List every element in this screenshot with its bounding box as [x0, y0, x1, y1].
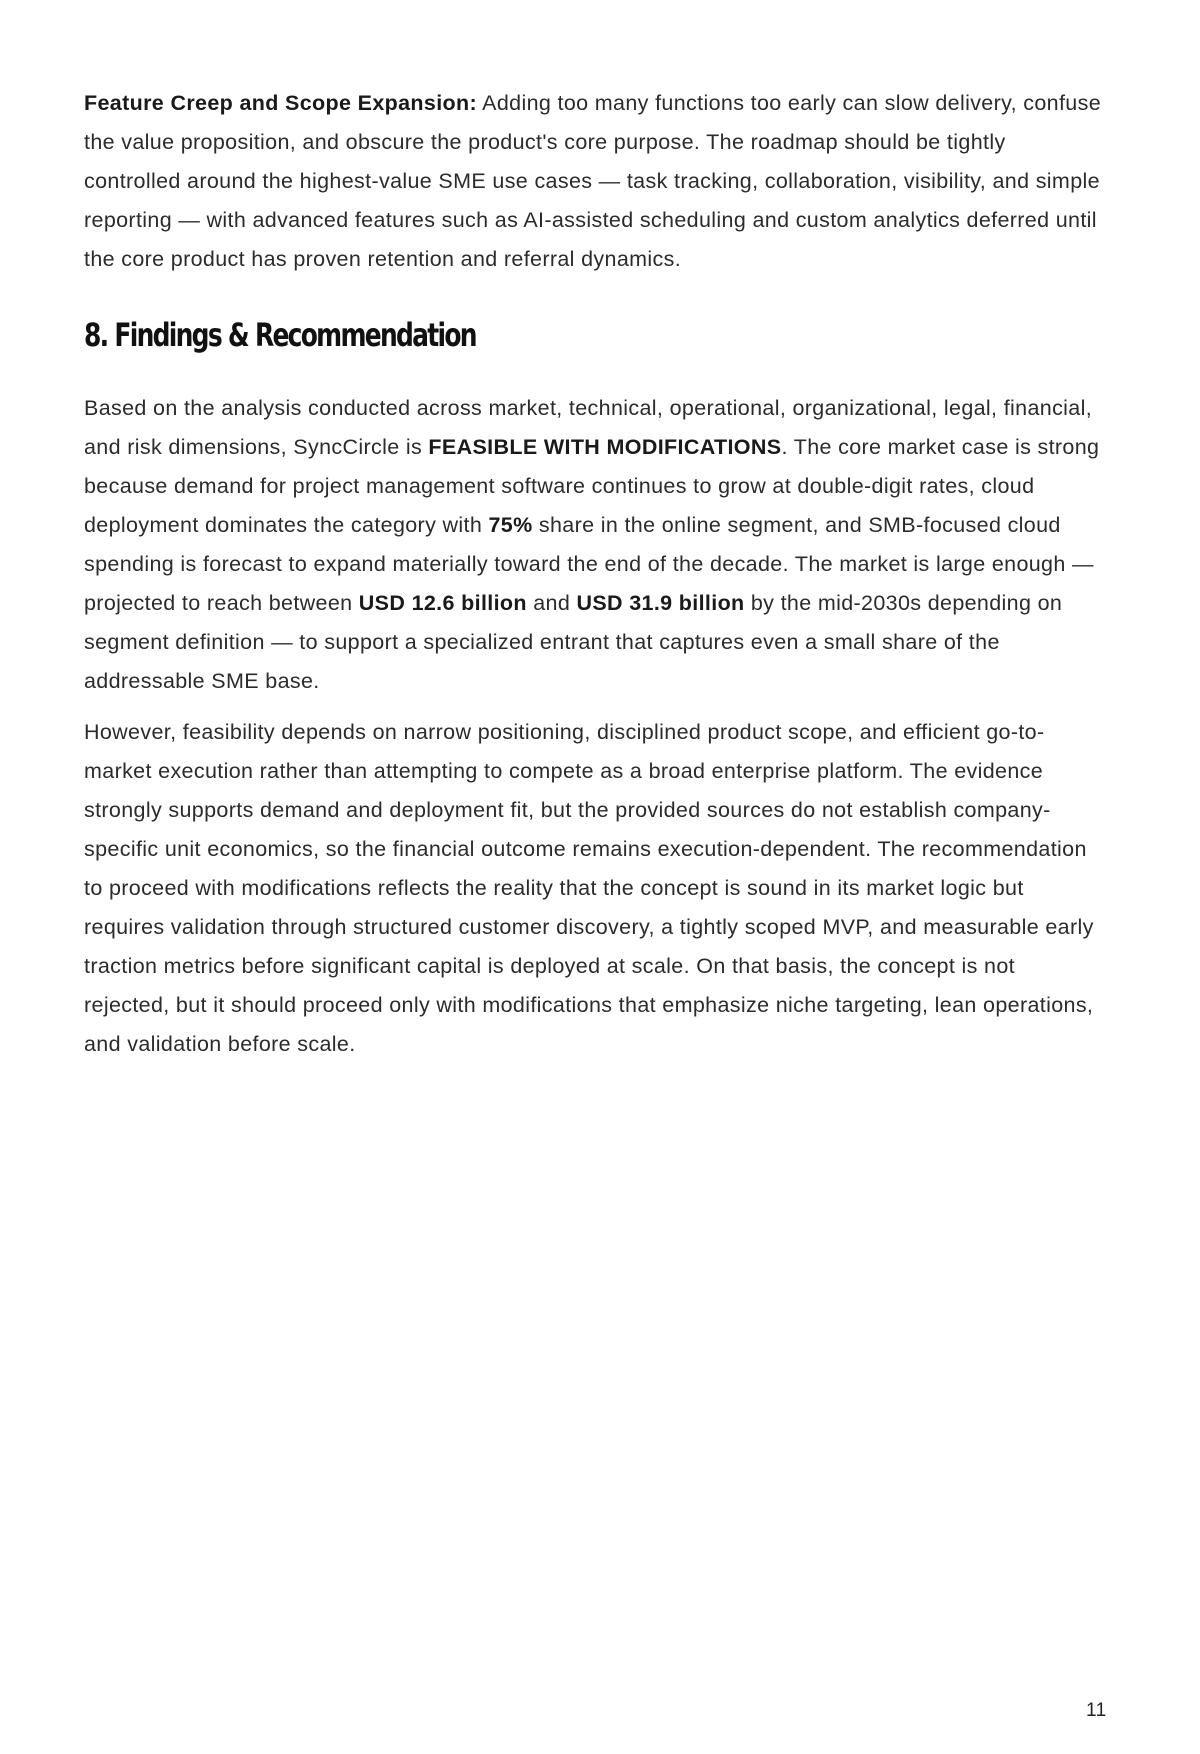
section-heading: 8. Findings & Recommendation [84, 316, 476, 354]
risk-item-label: Feature Creep and Scope Expansion: [84, 91, 478, 115]
findings-text-part1: Based on the analysis conducted across market, technical, operational, organizational, legal, financial, and risk dimensions, SyncCircle is [84, 396, 1093, 459]
findings-paragraph [84, 389, 1102, 701]
findings-text-part2: . The core market case is strong because demand for project management software continues to grow at double-digit rates, cloud deployment dominates the category with [84, 435, 1100, 537]
risk-item-paragraph [84, 84, 1102, 279]
cloud-share-value: 75% [488, 513, 533, 537]
findings-text-part4: and [526, 591, 577, 615]
recommendation-paragraph: However, feasibility depends on narrow positioning, disciplined product scope, and efficient go-to-market execution rather than attempting to compete as a broad enterprise platform. The evidence strongly supports demand and deployment fit, but the provided sources do not establish company-specific unit economics, so the financial outcome remains execution-dependent. The recommendation to proceed with modifications reflects the reality that the concept is sound in its market logic but requires validation through structured customer discovery, a tightly scoped MVP, and measurable early traction metrics before significant capital is deployed at scale. On that basis, the concept is not rejected, but it should proceed only with modifications that emphasize niche targeting, lean operations, and validation before scale. [84, 720, 1094, 1056]
findings-text-part3: share in the online segment, and SMB-focused cloud spending is forecast to expand materially toward the end of the decade. The market is large enough — projected to reach between [84, 513, 1094, 615]
risk-item-text: Adding too many functions too early can slow delivery, confuse the value proposition, and obscure the product's core purpose. The roadmap should be tightly controlled around the highest-value SME use cases — task tracking, collaboration, visibility, and simple reporting — with advanced features such as AI-assisted scheduling and custom analytics deferred until the core product has proven retention and referral dynamics. [84, 91, 1102, 271]
market-high-value: USD 31.9 billion [576, 591, 745, 615]
feasibility-verdict: FEASIBLE WITH MODIFICATIONS [428, 435, 782, 459]
market-low-value: USD 12.6 billion [358, 591, 527, 615]
page-number: 11 [1086, 1700, 1107, 1721]
findings-text-part5: by the mid-2030s depending on segment definition — to support a specialized entrant that captures even a small share of the addressable SME base. [84, 591, 1063, 693]
document-page [84, 84, 1102, 1076]
